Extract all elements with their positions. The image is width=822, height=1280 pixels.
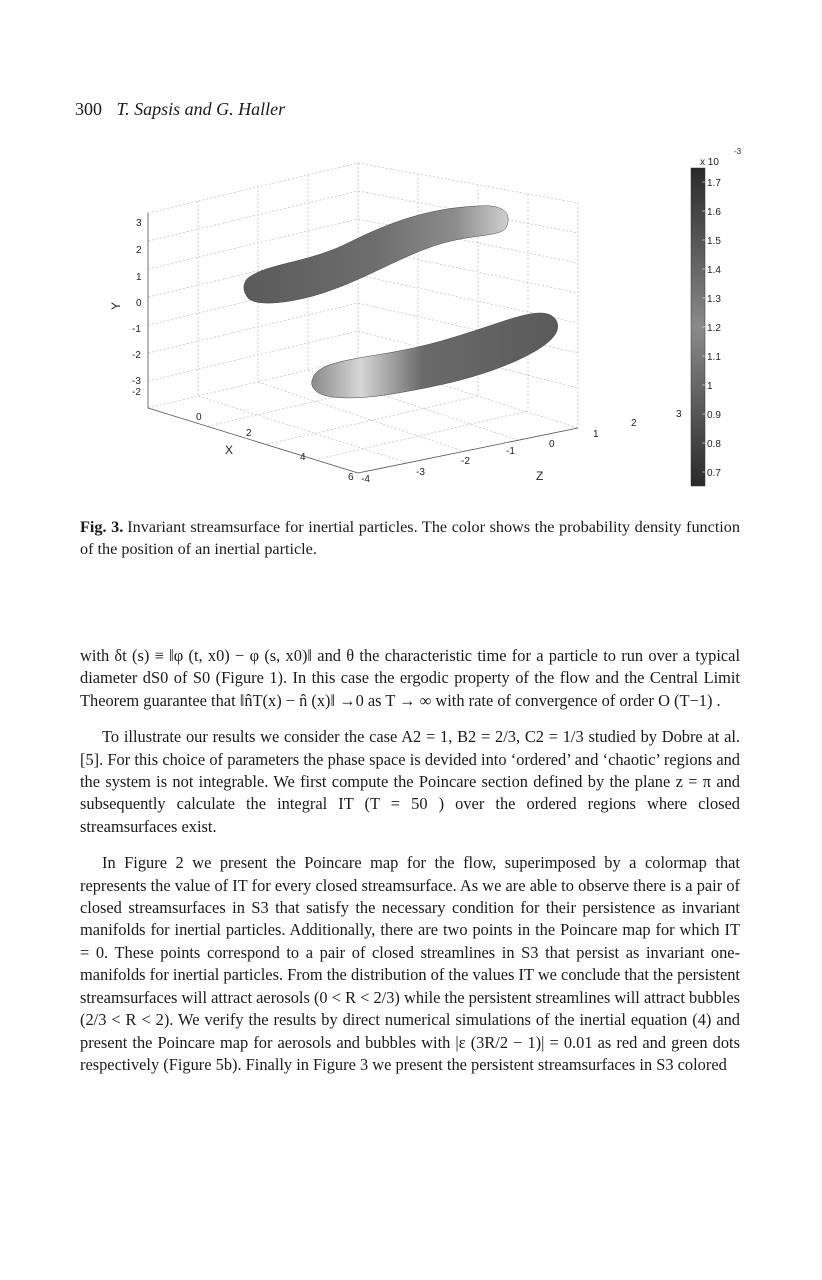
colorbar-tick-label: 1.3 [707, 294, 721, 305]
colorbar-tick-label: 1.2 [707, 323, 721, 334]
x-tick: 2 [246, 428, 252, 439]
z-tick: 1 [593, 429, 599, 440]
z-tick: 2 [631, 418, 637, 429]
colorbar-tick-label: 1 [707, 381, 713, 392]
x-tick: 4 [300, 452, 306, 463]
z-axis-label: Z [536, 469, 544, 483]
lower-streamsurface [312, 313, 558, 398]
x-tick: 6 [348, 472, 354, 483]
figure-caption [80, 516, 740, 560]
y-tick: -2 [132, 350, 141, 361]
colorbar-tick-label: 0.9 [707, 410, 721, 421]
z-axis [361, 409, 682, 485]
colorbar-tick-label: 1.5 [707, 236, 721, 247]
paragraph-2-text: To illustrate our results we consider the case A2 = 1, B2 = 2/3, C2 = 1/3 studied by Dobre at al. [5]. For this choice of parameters the phase space is devided into ‘ordered’ and ‘chaotic’ regions and the system is not integrable. We first compute the Poincare section defined by the plane z = π and subsequently calculate the integral IT (T = 50 ) over the ordered regions where closed streamsurfaces exist. [80, 727, 740, 836]
z-tick: 0 [549, 439, 555, 450]
caption-text: Invariant streamsurface for inertial particles. The color shows the probability density function of the position of an inertial particle. [80, 518, 740, 558]
paragraph-3-text: In Figure 2 we present the Poincare map for the flow, superimposed by a colormap that represents the value of IT for every closed streamsurface. As we are able to observe there is a pair of closed streamsurfaces in S3 that satisfy the necessary condition for their persistence as invariant manifolds for inertial particles. Additionally, there are two points in the Poincare map for which IT = 0. These points correspond to a pair of closed streamlines in S3 that persist as invariant one-manifolds for inertial particles. From the distribution of the values IT we conclude that the persistent streamsurfaces will attract aerosols (0 < R < 2/3) while the persistent streamlines will attract bubbles (2/3 < R < 2). We verify the results by direct numerical simulations of the inertial equation (4) and present the Poincare map for aerosols and bubbles with |ε (3R/2 − 1)| = 0.01 as red and green dots respectively (Figure 5b). Finally in Figure 3 we present the persistent streamsurfaces in S3 colored [80, 853, 740, 1074]
x-axis-label: X [225, 443, 234, 457]
colorbar-tick-label: 1.1 [707, 352, 721, 363]
z-tick: -3 [416, 467, 425, 478]
running-header [75, 99, 285, 120]
y-tick: -1 [132, 324, 141, 335]
z-tick: -4 [361, 474, 370, 485]
z-tick: 3 [676, 409, 682, 420]
y-tick: 3 [136, 218, 142, 229]
paragraph-1 [80, 645, 740, 712]
running-authors: T. Sapsis and G. Haller [116, 99, 286, 119]
paragraph-1-text: with δt (s) ≡ ‖φ (t, x0) − φ (s, x0)‖ and θ the characteristic time for a particle to run over a typical diameter dS0 of S0 (Figure 1). In this case the ergodic property of the flow and the Central Limit Theorem guarantee that ‖n̂T(x) − n̂ (x)‖ →0 as T → ∞ with rate of convergence of order O (T−1) . [80, 646, 740, 710]
colorbar [691, 147, 742, 486]
z-tick: -1 [506, 446, 515, 457]
y-tick: -2 [132, 387, 141, 398]
page-number: 300 [75, 99, 102, 119]
caption-label: Fig. 3. [80, 518, 124, 536]
streamsurface-plot [108, 138, 748, 493]
y-tick: 2 [136, 245, 142, 256]
paragraph-2 [80, 726, 740, 838]
colorbar-exponent: x 10 [700, 157, 719, 168]
colorbar-tick-label: 1.4 [707, 265, 721, 276]
figure-3 [108, 138, 748, 493]
colorbar-tick-label: 0.7 [707, 468, 721, 479]
y-axis [109, 218, 142, 398]
upper-streamsurface [244, 206, 508, 303]
colorbar-tick-label: 0.8 [707, 439, 721, 450]
paragraph-3 [80, 852, 740, 1076]
y-tick: -3 [132, 376, 141, 387]
y-axis-label: Y [109, 301, 123, 310]
colorbar-exponent-power: -3 [734, 147, 742, 156]
x-tick: 0 [196, 412, 202, 423]
body-text [80, 645, 740, 1076]
z-tick: -2 [461, 456, 470, 467]
y-tick: 1 [136, 272, 142, 283]
colorbar-tick-label: 1.7 [707, 178, 721, 189]
y-tick: 0 [136, 298, 142, 309]
colorbar-tick-label: 1.6 [707, 207, 721, 218]
